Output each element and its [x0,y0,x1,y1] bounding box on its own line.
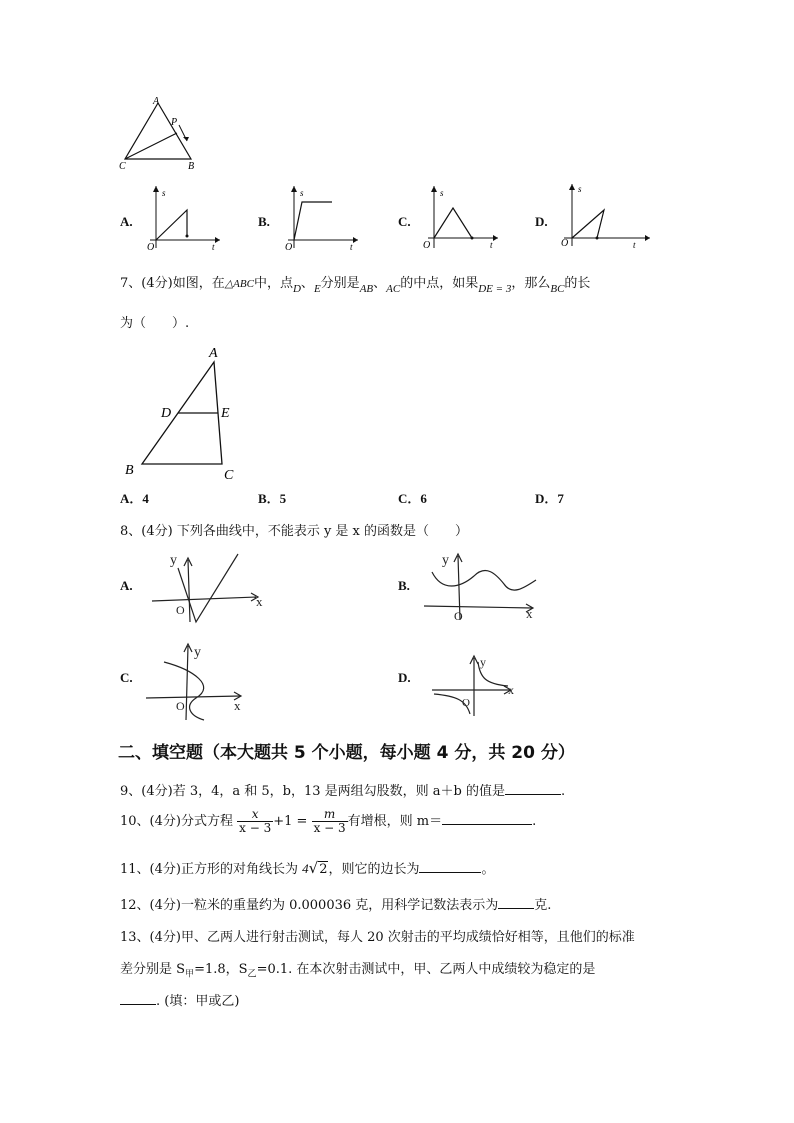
label-P: P [171,117,178,128]
svg-text:x: x [234,698,241,713]
label-C: C [119,161,126,172]
svg-text:O: O [285,242,293,252]
label-E: E [221,406,230,421]
svg-text:t: t [633,240,636,250]
svg-text:s: s [440,188,444,198]
svg-text:t: t [490,240,493,250]
q10-question: 10、(4分)分式方程 $\frac{x}{x - 3}$ +1 = $\frac{m}{x - 3}$ 有增根，则 m＝ . [120,807,537,835]
q8-option-d-graph [428,652,524,720]
svg-text:O: O [176,603,185,617]
q11-question: 11、(4分)正方形的对角线长为 4√2，则它的边长为 。 [120,859,495,877]
q7-option-b: B．5 [258,491,287,506]
svg-text:t: t [350,242,353,252]
q8-option-c-graph [144,640,254,724]
svg-text:y: y [480,655,486,669]
svg-text:y: y [442,553,449,568]
q6-triangle-figure [115,95,205,175]
label-A: A [153,96,160,107]
svg-text:O: O [147,242,155,252]
svg-text:t: t [212,242,215,252]
q8-option-a-graph [148,548,276,628]
svg-text:O: O [454,609,463,623]
q7-option-d: D．7 [535,491,564,506]
svg-text:s: s [578,184,582,194]
label-C: C [224,468,234,483]
q6-option-b-graph [280,182,362,252]
svg-text:y: y [194,645,201,660]
q7-option-a: A．4 [120,491,149,506]
q13-question-line3: . (填：甲或乙) [120,990,239,1009]
q11-answer-blank[interactable] [419,860,481,873]
svg-text:O: O [462,697,470,709]
svg-text:x: x [508,683,514,697]
q9-answer-blank[interactable] [505,782,561,795]
q9-question: 9、(4分)若 3，4，a 和 5，b，13 是两组勾股数，则 a＋b 的值是 . [120,784,566,799]
q8-option-b-graph [420,548,542,624]
q10-answer-blank[interactable] [442,812,532,825]
label-D: D [161,406,172,421]
svg-text:x: x [256,594,263,609]
q7-option-c: C．6 [398,491,427,506]
svg-text:s: s [162,188,166,198]
q8-option-a-letter: A. [120,578,133,593]
q6-option-d-letter: D. [535,214,548,229]
svg-text:O: O [176,699,185,713]
q13-question-line2: 差分别是 $S_甲=1.8$，$S_乙=0.1$. 在本次射击测试中，甲、乙两人中成绩较为稳定的是 [120,962,596,980]
q8-question: 8、(4分) 下列各曲线中，不能表示 y 是 x 的函数是（ ） [120,524,469,539]
q12-answer-blank[interactable] [498,896,534,909]
svg-text:y: y [170,553,177,568]
q7-question-line2: 为（ ）. [120,316,190,331]
svg-text:x: x [526,606,533,621]
svg-text:O: O [561,238,569,249]
q13-question-line1: 13、(4分)甲、乙两人进行射击测试，每人 20 次射击的平均成绩恰好相等，且他们的标准 [120,930,635,945]
q7-triangle-figure [118,340,248,485]
label-B: B [188,161,195,172]
q8-option-c-letter: C. [120,670,133,685]
section-heading: 二、填空题（本大题共 5 个小题，每小题 4 分，共 20 分） [118,743,575,763]
q6-option-c-graph [420,182,502,252]
svg-text:s: s [300,188,304,198]
label-A: A [209,346,218,361]
q6-option-c-letter: C. [398,214,411,229]
q7-question: 7、(4分)如图，在△ABC中，点$_D$、$_E$分别是$_{AB}$、$_{AC}$的中点，如果$_{DE = 3}$，那么$_{BC}$的长 [120,276,591,295]
q12-question: 12、(4分)一粒米的重量约为 0.000036 克，用科学记数法表示为 克. [120,898,552,913]
q6-option-d-graph [558,180,653,250]
q8-option-d-letter: D. [398,670,411,685]
q6-option-a-graph [142,182,224,252]
label-B: B [125,463,134,478]
q6-option-b-letter: B. [258,214,270,229]
q13-answer-blank[interactable] [120,992,156,1005]
q6-option-a-letter: A. [120,214,133,229]
svg-text:O: O [423,240,431,251]
q8-option-b-letter: B. [398,578,410,593]
